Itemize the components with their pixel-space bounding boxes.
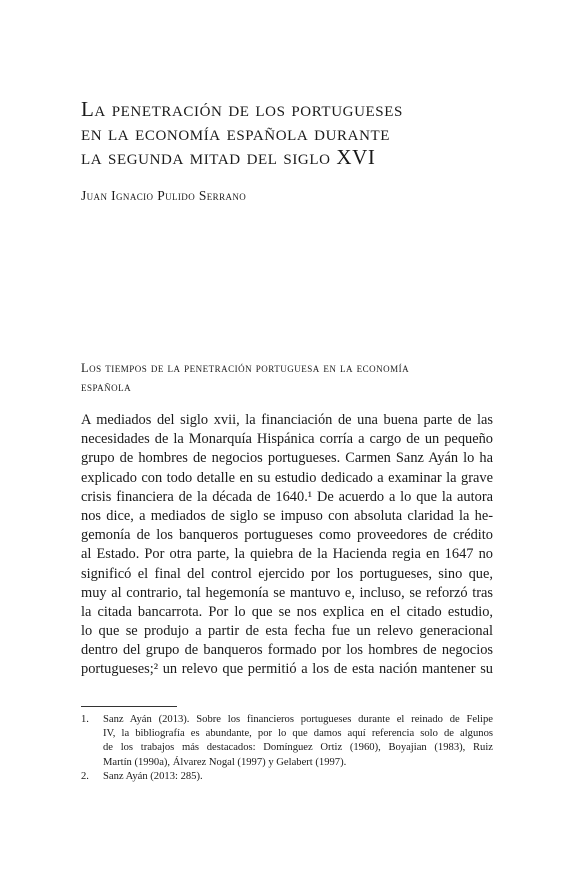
body-line: portugueses;² un relevo que permitió a los de esta nación mantener su <box>81 661 493 678</box>
section-heading-line: española <box>81 380 132 394</box>
footnote-divider <box>81 706 177 707</box>
footnotes <box>81 713 493 784</box>
author-name: Juan Ignacio Pulido Serrano <box>81 188 247 203</box>
body-line: A mediados del siglo xvii, la financiación de una buena parte de las <box>81 412 493 428</box>
footnote-line: Martín (1990a), Álvarez Nogal (1997) y Gelabert (1997). <box>103 756 347 768</box>
section-heading <box>81 359 491 397</box>
body-line: gemonía de los banqueros portugueses como proveedores de crédito <box>81 527 493 544</box>
body-line: al Estado. Por otra parte, la quiebra de la Hacienda regia en 1647 no <box>81 546 493 563</box>
footnote-line: de los trabajos más destacados: Domínguez Ortiz (1960), Boyajian (1983), Ruiz <box>103 742 493 754</box>
body-line: explicado con todo detalle en su estudio dedicado a examinar la grave <box>81 469 493 486</box>
body-line: necesidades de la Monarquía Hispánica corría a cargo de un pequeño <box>81 431 493 448</box>
chapter-title <box>81 97 501 169</box>
footnote-line: Sanz Ayán (2013: 285). <box>103 770 203 782</box>
footnote-line: IV, la bibliografía es abundante, por lo que damos aquí referencia solo de algunos <box>103 728 493 740</box>
body-line: lo que se produjo a partir de esta fecha fue un relevo generacional <box>81 623 493 640</box>
chapter-title-line: La penetración de los portugueses <box>81 97 403 121</box>
body-line: la citada bancarrota. Por lo que se nos explica en el citado estudio, <box>81 603 493 620</box>
footnote-number: 1. <box>81 714 89 725</box>
body-line: nos dice, a mediados de siglo se impuso con absoluta claridad la he- <box>81 507 493 524</box>
body-line: significó el final del control ejercido por los portugueses, sino que, <box>81 565 493 582</box>
footnote <box>81 713 493 770</box>
body-line: dentro del grupo de banqueros formado por los hombres de negocios <box>81 642 493 659</box>
footnote <box>81 770 493 784</box>
section-heading-line: Los tiempos de la penetración portuguesa en la economía <box>81 361 410 375</box>
chapter-title-line: la segunda mitad del siglo XVI <box>81 145 376 169</box>
footnote-line: Sanz Ayán (2013). Sobre los financieros portugueses durante el reinado de Felipe <box>103 714 493 725</box>
body-paragraph <box>81 411 493 680</box>
chapter-title-line: en la economía española durante <box>81 121 391 145</box>
body-line: muy al contrario, tal hegemonía se mantuvo e, incluso, se reforzó tras <box>81 584 493 601</box>
footnote-number: 2. <box>81 770 89 782</box>
body-line: grupo de hombres de negocios portugueses. Carmen Sanz Ayán lo ha <box>81 450 493 467</box>
body-line: crisis financiera de la década de 1640.¹ De acuerdo a lo que la autora <box>81 488 493 505</box>
